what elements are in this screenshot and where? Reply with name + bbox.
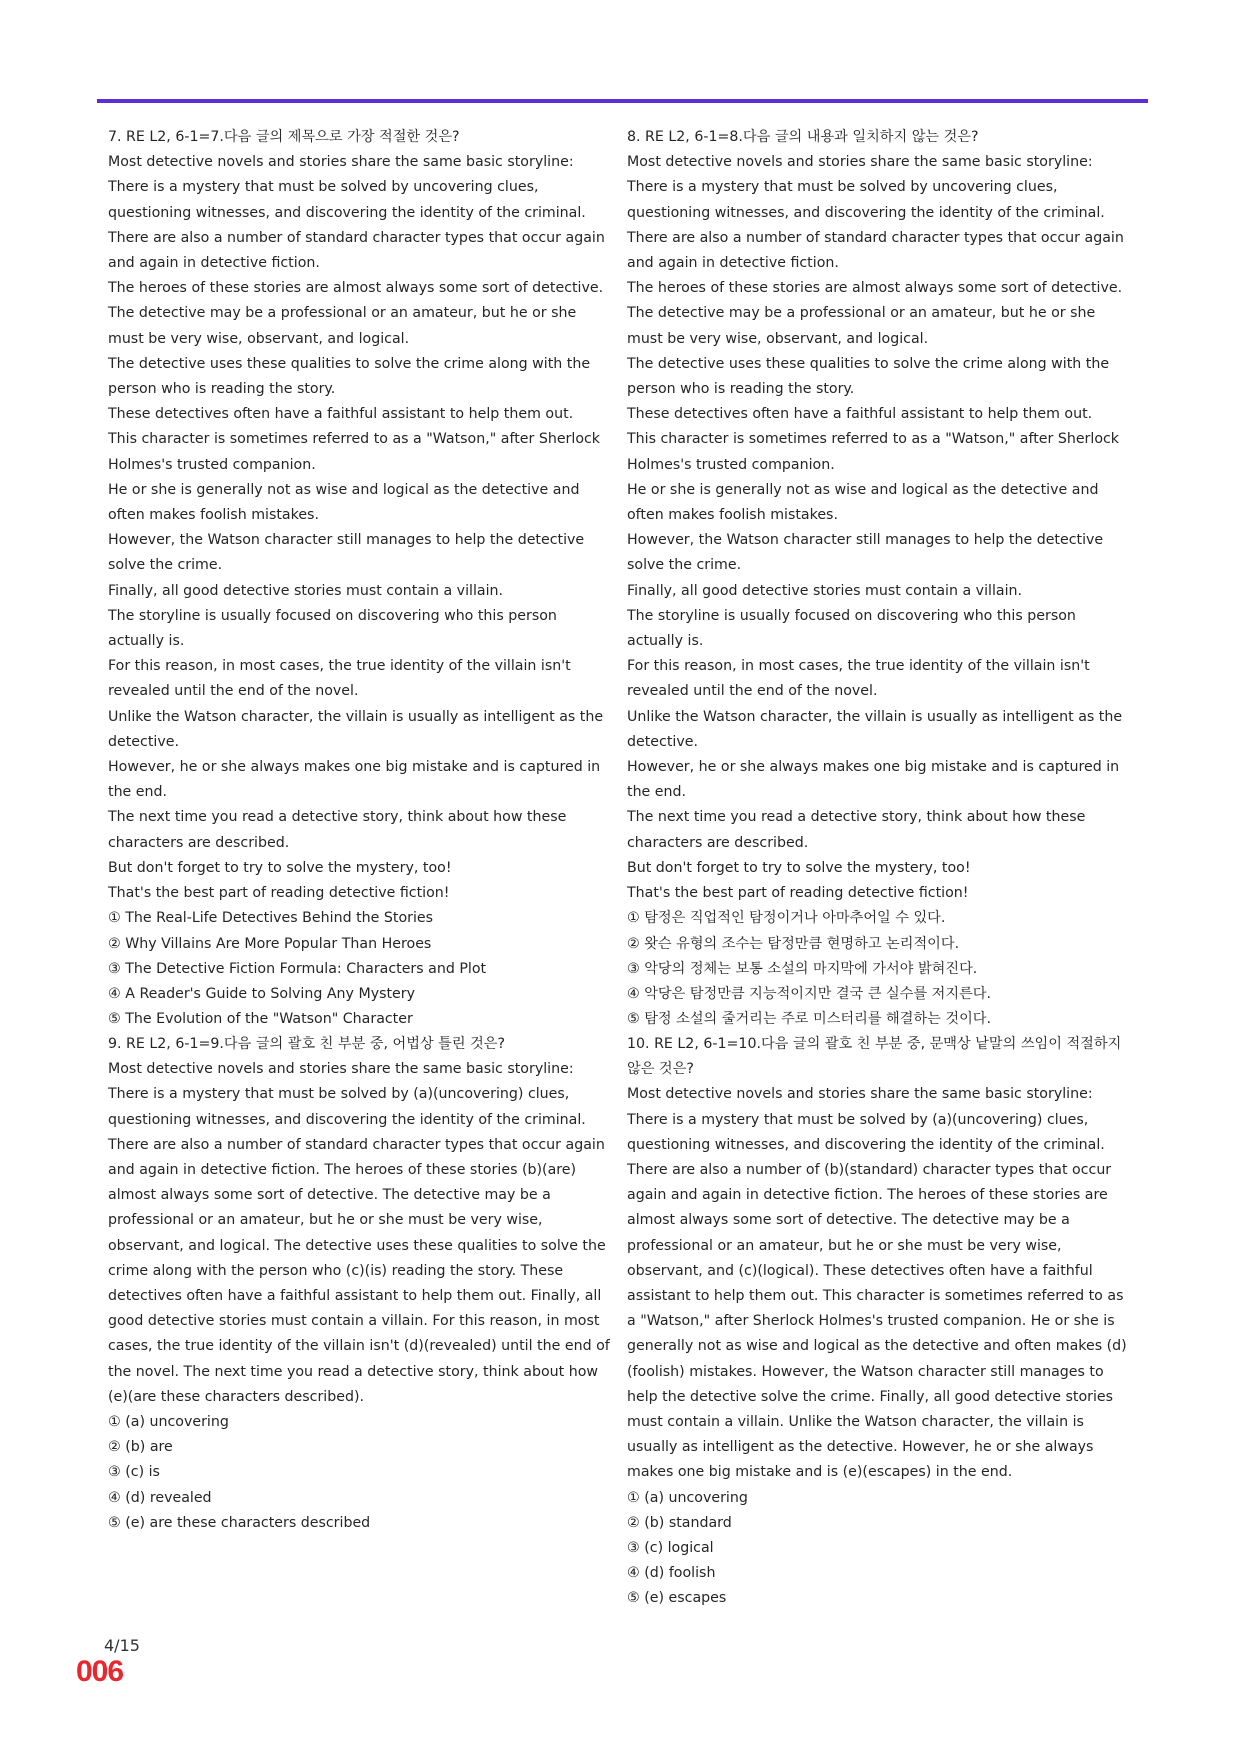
passage-line: The next time you read a detective story, think about how these characters are described. [627,809,1086,851]
answer-option-1[interactable]: ① The Real-Life Detectives Behind the Stories [108,910,434,927]
passage-line: These detectives often have a faithful assistant to help them out. [627,406,1093,423]
passage-line: But don't forget to try to solve the mystery, too! [108,859,452,876]
answer-option-5[interactable]: ⑤ 탐정 소설의 줄거리는 주로 미스터리를 해결하는 것이다. [627,1011,992,1028]
passage-line: Most detective novels and stories share the same basic storyline: [108,154,574,171]
answer-option-3[interactable]: ③ 악당의 정체는 보통 소설의 마지막에 가서야 밝혀진다. [627,960,978,977]
answer-option-5[interactable]: ⑤ The Evolution of the "Watson" Character [108,1011,413,1028]
question-9-passage: Most detective novels and stories share the same basic storyline: There is a mystery that must be solved by (a)(uncovering) clues, questioning witnesses, and discovering the identity of the criminal. There are also a number of standard character types that occur again and again in detective fiction. The heroes of these stories (b)(are) almost always some sort of detective. The detective may be a professional or an amateur, but he or she must be very wise, observant, and logical. The detective uses these qualities to solve the crime along with the person who (c)(is) reading the story. These detectives often have a faithful assistant to help them out. Finally, all good detective stories must contain a villain. For this reason, in most cases, the true identity of the villain isn't (d)(revealed) until the end of the novel. The next time you read a detective story, think about how (e)(are these characters described). [108,1061,610,1405]
answer-option-1[interactable]: ① (a) uncovering [108,1414,229,1431]
page-number: 4/15 [104,1636,140,1655]
question-8-title: 8. RE L2, 6-1=8.다음 글의 내용과 일치하지 않는 것은? [627,129,979,145]
passage-line: There are also a number of standard character types that occur again and again in detective fiction. [108,229,605,272]
passage-line: The detective uses these qualities to solve the crime along with the person who is reading the story. [627,355,1110,398]
question-8-passage [627,150,1135,906]
passage-line: This character is sometimes referred to as a "Watson," after Sherlock Holmes's trusted companion. [108,431,601,473]
answer-option-2[interactable]: ② (b) are [108,1439,173,1456]
passage-line: For this reason, in most cases, the true identity of the villain isn't revealed until the end of the novel. [108,658,571,700]
passage-line: However, he or she always makes one big mistake and is captured in the end. [627,759,1120,801]
passage-line: The detective may be a professional or an amateur, but he or she must be very wise, observant, and logical. [627,305,1096,347]
question-10 [627,1032,1135,1612]
passage-line: He or she is generally not as wise and logical as the detective and often makes foolish mistakes. [627,481,1099,524]
passage-line: There is a mystery that must be solved by uncovering clues, questioning witnesses, and discovering the identity of the criminal. [627,179,1105,221]
passage-line: The storyline is usually focused on discovering who this person actually is. [627,607,1076,650]
passage-line: However, the Watson character still manages to help the detective solve the crime. [108,532,585,574]
answer-option-4[interactable]: ④ 악당은 탐정만큼 지능적이지만 결국 큰 실수를 저지른다. [627,985,992,1002]
answer-option-3[interactable]: ③ (c) is [108,1464,160,1481]
passage-line: There is a mystery that must be solved by uncovering clues, questioning witnesses, and discovering the identity of the criminal. [108,179,586,221]
question-10-title: 10. RE L2, 6-1=10.다음 글의 괄호 친 부분 중, 문맥상 낱말의 쓰임이 적절하지 않은 것은? [627,1036,1122,1078]
passage-line: Finally, all good detective stories must contain a villain. [627,582,1023,599]
answer-option-4[interactable]: ④ (d) foolish [627,1565,716,1582]
question-9-title: 9. RE L2, 6-1=9.다음 글의 괄호 친 부분 중, 어법상 틀린 것은? [108,1036,506,1052]
answer-option-4[interactable]: ④ A Reader's Guide to Solving Any Mystery [108,985,416,1002]
passage-line: That's the best part of reading detective fiction! [627,885,969,902]
answer-option-5[interactable]: ⑤ (e) escapes [627,1590,727,1607]
answer-option-5[interactable]: ⑤ (e) are these characters described [108,1514,371,1531]
question-9-options [108,1410,616,1536]
question-7-title: 7. RE L2, 6-1=7.다음 글의 제목으로 가장 적절한 것은? [108,129,460,145]
question-8 [627,125,1135,1032]
answer-option-1[interactable]: ① (a) uncovering [627,1489,748,1506]
passage-line: Unlike the Watson character, the villain is usually as intelligent as the detective. [108,708,604,750]
passage-line: The storyline is usually focused on discovering who this person actually is. [108,607,557,650]
passage-line: The detective uses these qualities to solve the crime along with the person who is reading the story. [108,355,591,398]
passage-line: These detectives often have a faithful assistant to help them out. [108,406,574,423]
question-7 [108,125,616,1032]
answer-option-1[interactable]: ① 탐정은 직업적인 탐정이거나 아마추어일 수 있다. [627,910,946,927]
passage-line: But don't forget to try to solve the mystery, too! [627,859,971,876]
answer-option-4[interactable]: ④ (d) revealed [108,1489,212,1506]
passage-line: This character is sometimes referred to as a "Watson," after Sherlock Holmes's trusted companion. [627,431,1120,473]
passage-line: However, the Watson character still manages to help the detective solve the crime. [627,532,1104,574]
passage-line: Most detective novels and stories share the same basic storyline: [627,154,1093,171]
header-rule [97,99,1148,103]
passage-line: Finally, all good detective stories must contain a villain. [108,582,504,599]
passage-line: Unlike the Watson character, the villain is usually as intelligent as the detective. [627,708,1123,750]
question-8-options [627,906,1135,1032]
question-10-options [627,1486,1135,1612]
passage-line: He or she is generally not as wise and logical as the detective and often makes foolish mistakes. [108,481,580,524]
passage-line: There are also a number of standard character types that occur again and again in detective fiction. [627,229,1124,272]
answer-option-2[interactable]: ② Why Villains Are More Popular Than Heroes [108,935,432,952]
question-10-passage: Most detective novels and stories share the same basic storyline: There is a mystery that must be solved by (a)(uncovering) clues, questioning witnesses, and discovering the identity of the criminal. There are also a number of (b)(standard) character types that occur again and again in detective fiction. The heroes of these stories are almost always some sort of detective. The detective may be a professional or an amateur, but he or she must be very wise, observant, and (c)(logical). These detectives often have a faithful assistant to help them out. This character is sometimes referred to as a "Watson," after Sherlock Holmes's trusted companion. He or she is generally not as wise and logical as the detective and often makes (d)(foolish) mistakes. However, the Watson character still manages to help the detective solve the crime. Finally, all good detective stories must contain a villain. Unlike the Watson character, the villain is usually as intelligent as the detective. However, he or she always makes one big mistake and is (e)(escapes) in the end. [627,1086,1127,1481]
passage-line: The heroes of these stories are almost always some sort of detective. [108,280,604,297]
passage-line: The next time you read a detective story, think about how these characters are described. [108,809,567,851]
question-9 [108,1032,616,1536]
passage-line: However, he or she always makes one big mistake and is captured in the end. [108,759,601,801]
passage-line: For this reason, in most cases, the true identity of the villain isn't revealed until the end of the novel. [627,658,1090,700]
question-7-passage [108,150,616,906]
answer-option-3[interactable]: ③ The Detective Fiction Formula: Characters and Plot [108,960,487,977]
answer-option-2[interactable]: ② (b) standard [627,1514,732,1531]
question-7-options [108,906,616,1032]
answer-option-3[interactable]: ③ (c) logical [627,1540,714,1557]
passage-line: That's the best part of reading detective fiction! [108,885,450,902]
document-code: 006 [76,1655,124,1688]
answer-option-2[interactable]: ② 왓슨 유형의 조수는 탐정만큼 현명하고 논리적이다. [627,935,960,952]
passage-line: The heroes of these stories are almost always some sort of detective. [627,280,1123,297]
passage-line: The detective may be a professional or an amateur, but he or she must be very wise, observant, and logical. [108,305,577,347]
